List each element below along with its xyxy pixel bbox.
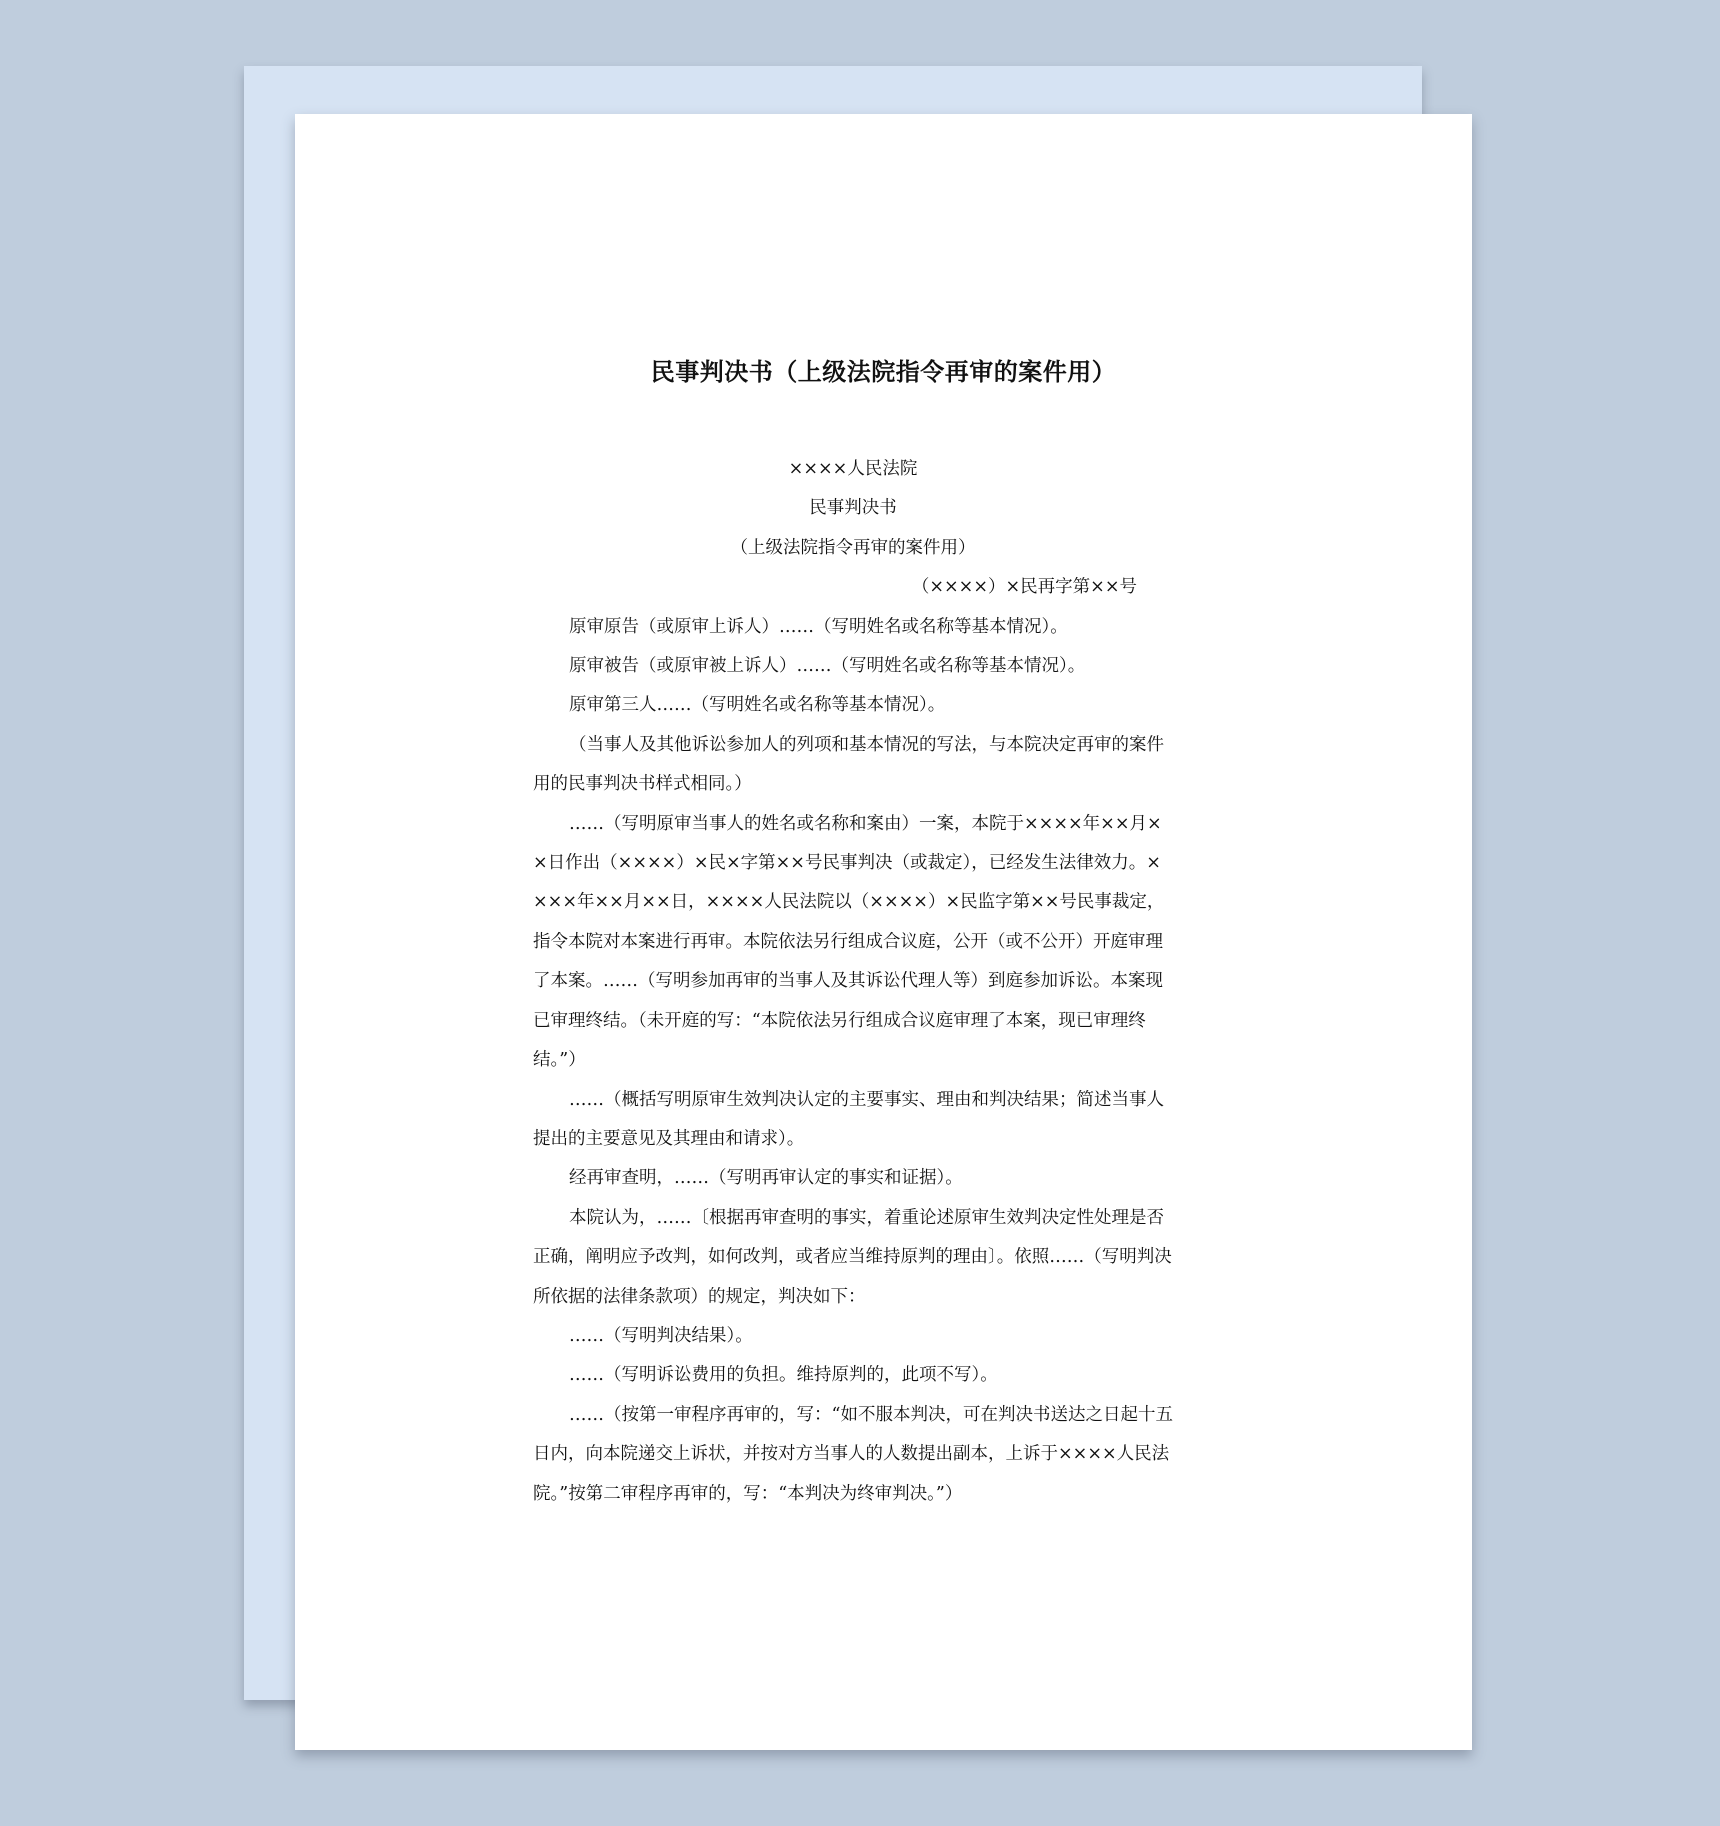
- paragraph-appeal-notice: ……（按第一审程序再审的，写：“如不服本判决，可在判决书送达之日起十五日内，向本院递交上诉状，并按对方当事人的人数提出副本，上诉于××××人民法院。”按第二审程序再审的，写：“本判决为终审判决。”）: [533, 1404, 1173, 1504]
- document-type: 民事判决书: [809, 498, 897, 519]
- paragraph-judgment-result: ……（写明判决结果）。: [569, 1325, 753, 1346]
- paragraph-original-summary: ……（概括写明原审生效判决认定的主要事实、理由和判决结果；简述当事人提出的主要意见及其理由和请求）。: [533, 1089, 1164, 1149]
- document-title: 民事判决书（上级法院指令再审的案件用）: [650, 357, 1117, 386]
- document-subtitle: （上级法院指令再审的案件用）: [730, 537, 976, 558]
- paragraph-third-party: 原审第三人……（写明姓名或名称等基本情况）。: [569, 695, 946, 716]
- paragraph-plaintiff: 原审原告（或原审上诉人）……（写明姓名或名称等基本情况）。: [569, 616, 1068, 637]
- paragraph-retrial-facts: 经再审查明，……（写明再审认定的事实和证据）。: [569, 1168, 963, 1189]
- document-page: [295, 114, 1472, 1750]
- document-body: [533, 450, 1173, 1514]
- court-name: ××××人民法院: [788, 459, 918, 479]
- paragraph-litigation-costs: ……（写明诉讼费用的负担。维持原判的，此项不写）。: [569, 1365, 998, 1386]
- paragraph-case-history: ……（写明原审当事人的姓名或名称和案由）一案，本院于××××年××月××日作出（××××）×民×字第××号民事判决（或裁定），已经发生法律效力。××××年××月××日，××××人民法院以（××××）×民监字第××号民事裁定，指令本院对本案进行再审。本院依法另行组成合议庭，公开（或不公开）开庭审理了本案。……（写明参加再审的当事人及其诉讼代理人等）到庭参加诉讼。本案现已审理终结。（未开庭的写：“本院依法另行组成合议庭审理了本案，现已审理终结。”）: [533, 813, 1165, 1071]
- paragraph-party-note: （当事人及其他诉讼参加人的列项和基本情况的写法，与本院决定再审的案件用的民事判决书样式相同。）: [533, 734, 1164, 795]
- paragraph-defendant: 原审被告（或原审被上诉人）……（写明姓名或名称等基本情况）。: [569, 656, 1086, 677]
- case-number: （××××）×民再字第××号: [911, 577, 1137, 598]
- paragraph-court-opinion: 本院认为，……〔根据再审查明的事实，着重论述原审生效判决定性处理是否正确，阐明应予改判，如何改判，或者应当维持原判的理由〕。依照……（写明判决所依据的法律条款项）的规定，判决如下：: [533, 1207, 1172, 1307]
